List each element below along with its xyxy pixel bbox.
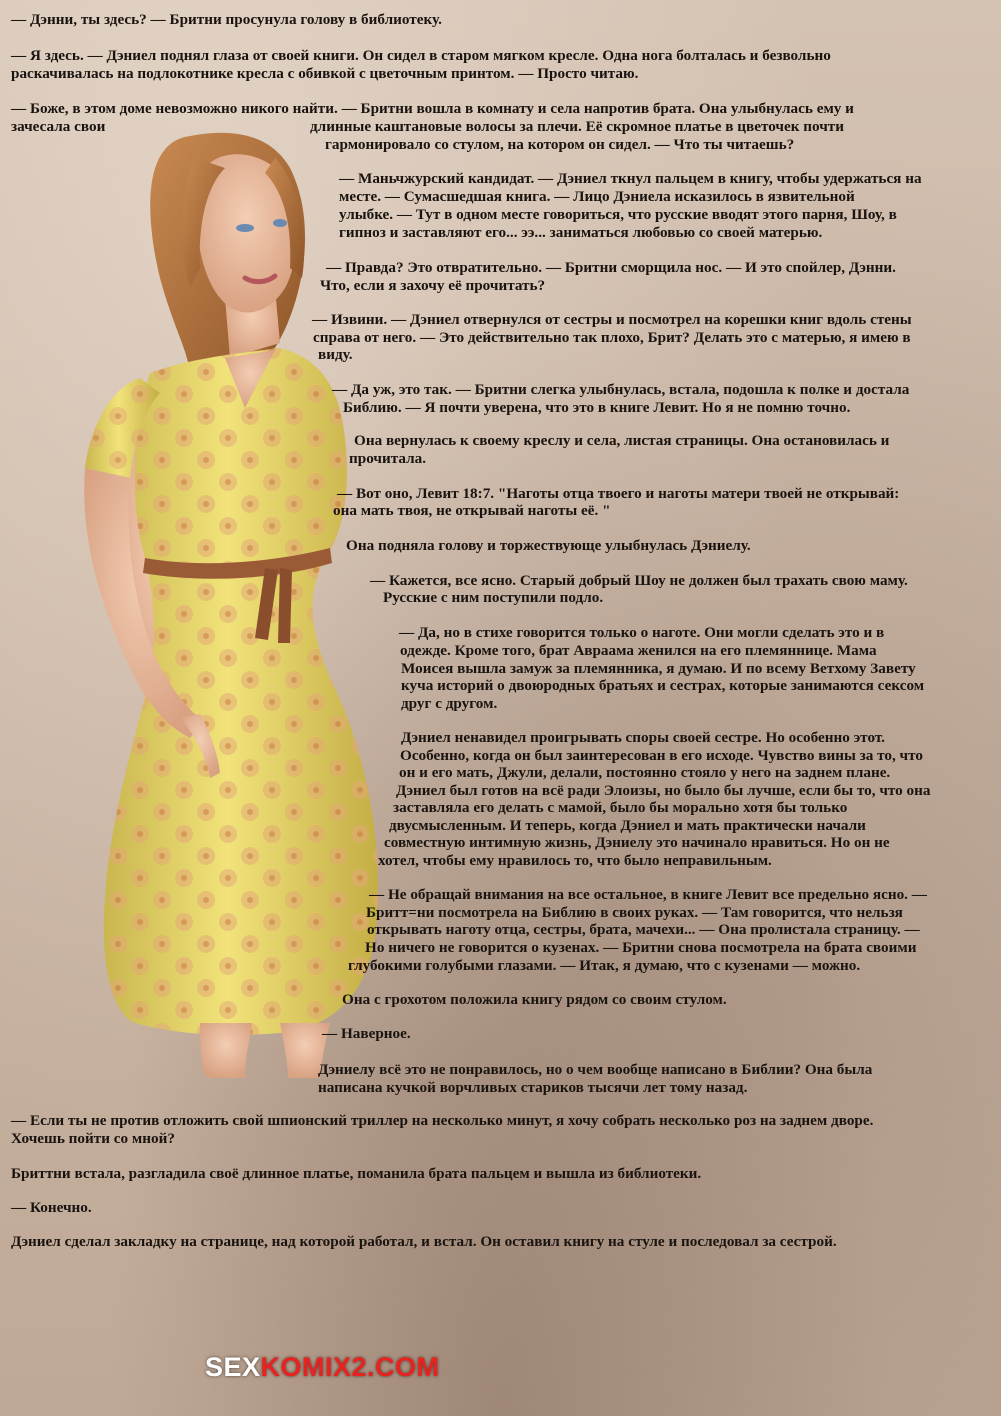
text-line: глубокими голубыми глазами. — Итак, я думаю, что с кузенами — можно.	[348, 957, 861, 974]
text-line: Бриттни встала, разгладила своё длинное платье, поманила брата пальцем и вышла из библиотеки.	[11, 1165, 702, 1182]
text-line: — Если ты не против отложить свой шпионский триллер на несколько минут, я хочу собрать несколько роз на заднем дворе.	[11, 1112, 874, 1129]
text-line: улыбке. — Тут в одном месте говориться, что русские вводят этого парня, Шоу, в	[339, 206, 897, 223]
text-line: Она вернулась к своему креслу и села, листая страницы. Она остановилась и	[354, 432, 890, 449]
text-line: раскачивалась на подлокотнике кресла с обивкой с цветочным принтом. — Просто читаю.	[11, 65, 639, 82]
text-line: — Конечно.	[11, 1199, 92, 1216]
text-line: Русские с ним поступили подло.	[383, 589, 604, 606]
text-line: друг с другом.	[401, 695, 498, 712]
text-line: он и его мать, Джули, делали, постоянно стояло у него на заднем плане.	[399, 764, 891, 781]
watermark-part-domain: KOMIX2.COM	[260, 1352, 440, 1382]
text-line: — Наверное.	[322, 1025, 411, 1042]
text-line: Она подняла голову и торжествующе улыбнулась Дэниелу.	[346, 537, 751, 554]
site-watermark-logo	[205, 1352, 440, 1383]
text-line: Особенно, когда он был заинтересован в его исходе. Чувство вины за то, что	[400, 747, 923, 764]
text-line: гармонировало со стулом, на котором он сидел. — Что ты читаешь?	[325, 136, 795, 153]
text-line: Дэниелу всё это не понравилось, но о чем вообще написано в Библии? Она была	[318, 1061, 873, 1078]
text-line: Дэниел ненавидел проигрывать споры своей сестре. Но особенно этот.	[401, 729, 885, 746]
text-line: зачесала свои	[11, 118, 106, 135]
text-line: месте. — Сумасшедшая книга. — Лицо Дэниела исказилось в язвительной	[339, 188, 855, 205]
text-line: куча историй о двоюродных братьях и сестрах, которые занимаются сексом	[401, 677, 925, 694]
text-line: — Боже, в этом доме невозможно никого найти. — Бритни вошла в комнату и села напротив брата. Она улыбнулась ему и	[11, 100, 854, 117]
text-line: Бритт=ни посмотрела на Библию в своих руках. — Там говорится, что нельзя	[366, 904, 903, 921]
watermark-part-sex: SEX	[205, 1352, 261, 1382]
text-line: Хочешь пойти со мной?	[11, 1130, 175, 1147]
text-line: — Дэнни, ты здесь? — Бритни просунула голову в библиотеку.	[11, 11, 442, 28]
text-line: она мать твоя, не открывай наготы её. "	[333, 502, 611, 519]
text-line: гипноз и заставляют его... ээ... заниматься любовью со своей матерью.	[339, 224, 823, 241]
text-line: совместную интимную жизнь, Дэниелу это начинало нравиться. Но он не	[384, 834, 890, 851]
text-line: Дэниел был готов на всё ради Элоизы, но было бы лучше, если бы то, что она	[396, 782, 931, 799]
text-line: справа от него. — Это действительно так плохо, Брит? Делать это с матерью, я имею в	[313, 329, 911, 346]
text-line: — Да, но в стихе говорится только о наготе. Они могли сделать это и в	[399, 624, 885, 641]
text-line: Она с грохотом положила книгу рядом со своим стулом.	[342, 991, 727, 1008]
text-line: одежде. Кроме того, брат Авраама женился на его племяннице. Мама	[400, 642, 877, 659]
text-line: виду.	[318, 346, 353, 363]
text-line: Библию. — Я почти уверена, что это в книге Левит. Но я не помню точно.	[343, 399, 851, 416]
text-line: открывать наготу отца, сестры, брата, мачехи... — Она пролистала страницу. —	[367, 921, 920, 938]
text-line: длинные каштановые волосы за плечи. Её скромное платье в цветочек почти	[310, 118, 844, 135]
text-line: написана кучкой ворчливых стариков тысячи лет тому назад.	[318, 1079, 748, 1096]
text-line: — Не обращай внимания на все остальное, в книге Левит все предельно ясно. —	[369, 886, 927, 903]
text-line: Но ничего не говорится о кузенах. — Бритни снова посмотрела на брата своими	[365, 939, 917, 956]
text-line: двусмысленным. И теперь, когда Дэниел и мать практически начали	[389, 817, 866, 834]
text-line: хотел, чтобы ему нравилось то, что было неправильным.	[378, 852, 772, 869]
text-line: — Кажется, все ясно. Старый добрый Шоу не должен был трахать свою маму.	[370, 572, 908, 589]
text-line: прочитала.	[349, 450, 426, 467]
text-line: — Я здесь. — Дэниел поднял глаза от своей книги. Он сидел в старом мягком кресле. Одна нога болталась и безвольно	[11, 47, 831, 64]
text-line: — Да уж, это так. — Бритни слегка улыбнулась, встала, подошла к полке и достала	[332, 381, 910, 398]
text-line: Дэниел сделал закладку на странице, над которой работал, и встал. Он оставил книгу на стуле и последовал за сестрой.	[11, 1233, 837, 1250]
text-line: заставляла его делать с мамой, было бы морально хотя бы только	[393, 799, 848, 816]
text-line: — Вот оно, Левит 18:7. "Наготы отца твоего и наготы матери твоей не открывай:	[337, 485, 900, 502]
text-line: Моисея вышла замуж за племянника, я думаю. И по всему Ветхому Завету	[401, 660, 916, 677]
text-line: — Правда? Это отвратительно. — Бритни сморщила нос. — И это спойлер, Дэнни.	[326, 259, 896, 276]
text-line: Что, если я захочу её прочитать?	[320, 277, 546, 294]
text-line: — Извини. — Дэниел отвернулся от сестры и посмотрел на корешки книг вдоль стены	[312, 311, 912, 328]
text-line: — Маньчжурский кандидат. — Дэниел ткнул пальцем в книгу, чтобы удержаться на	[339, 170, 922, 187]
